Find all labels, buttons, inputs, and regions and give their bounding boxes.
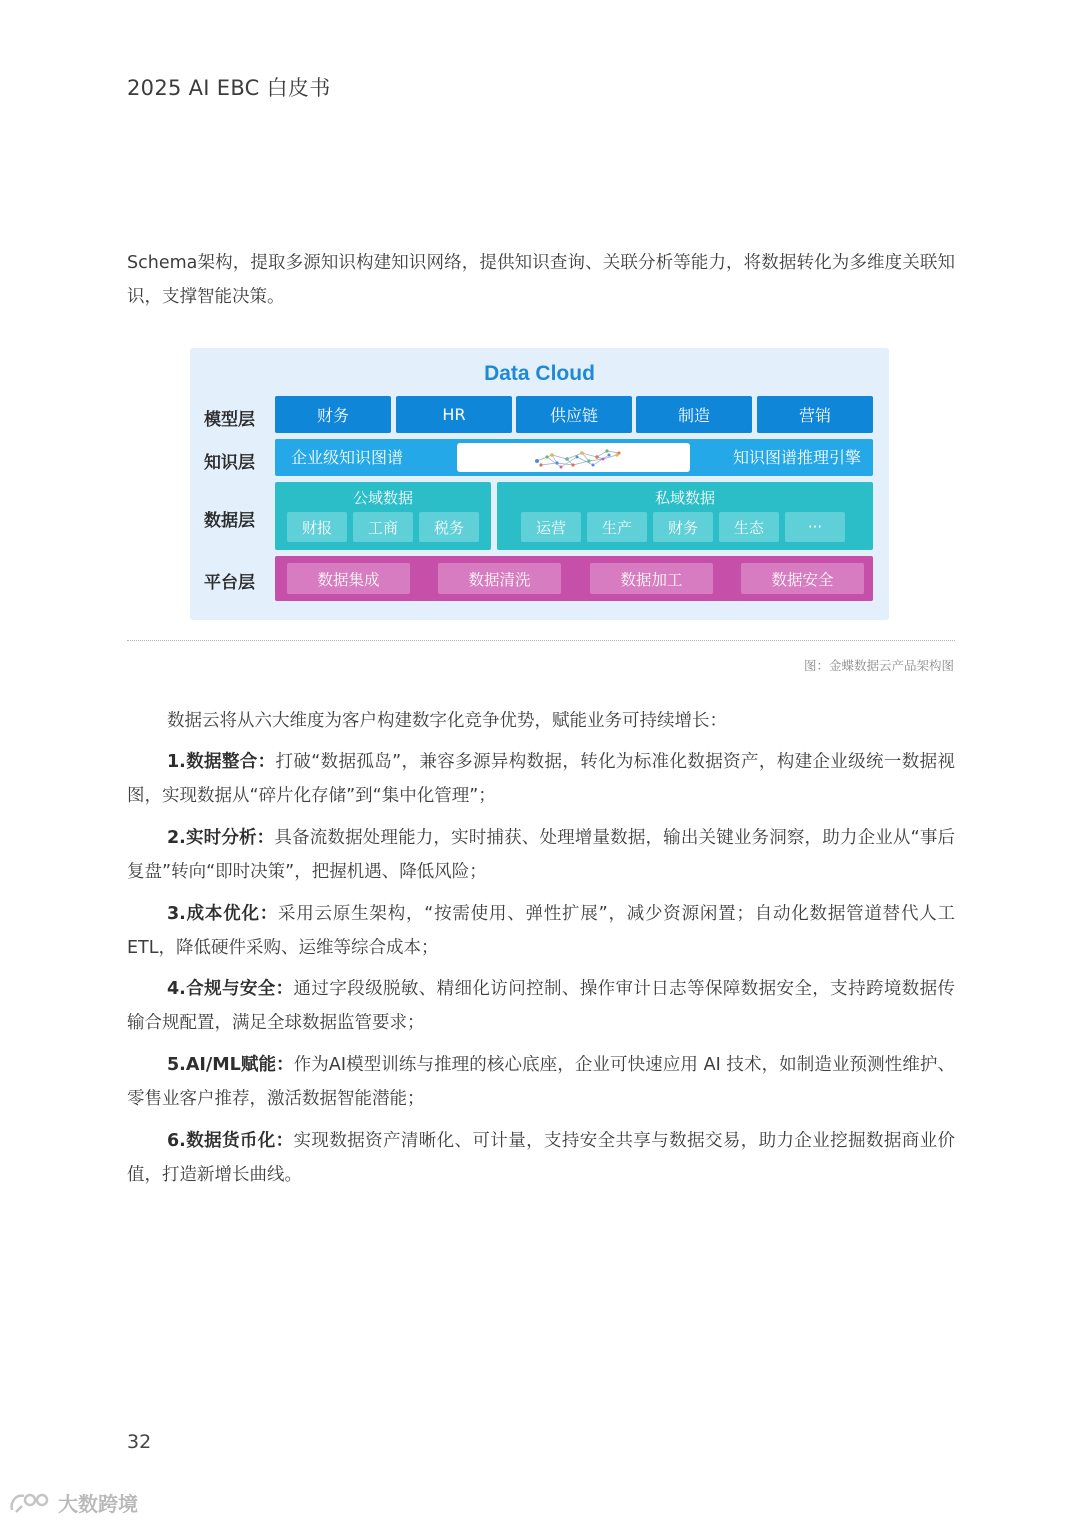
list-item xyxy=(127,972,955,1040)
public-data-item: 财报 xyxy=(287,512,347,542)
body-lead-paragraph: 数据云将从六大维度为客户构建数字化竞争优势，赋能业务可持续增长： xyxy=(167,711,727,731)
list-item xyxy=(127,897,955,965)
list-item-text: 实现数据资产清晰化、可计量，支持安全共享与数据交易，助力企业挖掘数据商业价值，打造新增长曲线。 xyxy=(127,1131,956,1185)
private-data-item: 财务 xyxy=(653,512,713,542)
list-item-title: 4.合规与安全： xyxy=(167,979,294,999)
list-item-text: 具备流数据处理能力，实时捕获、处理增量数据，输出关键业务洞察，助力企业从“事后复盘”转向“即时决策”，把握机遇、降低风险； xyxy=(127,828,955,882)
page-header-title: 2025 AI EBC 白皮书 xyxy=(127,76,331,100)
layer-label-platform: 平台层 xyxy=(204,573,255,593)
platform-item-security: 数据安全 xyxy=(741,563,864,594)
public-data-group xyxy=(275,482,491,550)
watermark-text: 大数跨境 xyxy=(58,1492,138,1516)
private-data-item: 生产 xyxy=(587,512,647,542)
private-data-group xyxy=(497,482,873,550)
public-data-item: 工商 xyxy=(353,512,413,542)
private-data-item: 运营 xyxy=(521,512,581,542)
figure-caption: 图：金蝶数据云产品架构图 xyxy=(803,658,954,673)
watermark-logo-icon xyxy=(8,1490,52,1516)
model-item-supply-chain: 供应链 xyxy=(516,396,632,433)
list-item-title: 1.数据整合： xyxy=(167,752,276,772)
list-item-title: 2.实时分析： xyxy=(167,828,275,848)
platform-layer-bar xyxy=(275,556,873,601)
public-data-item: 税务 xyxy=(419,512,479,542)
page-number: 32 xyxy=(127,1431,152,1453)
knowledge-graph-label: 企业级知识图谱 xyxy=(291,448,404,467)
private-data-item: ··· xyxy=(785,512,845,542)
list-item xyxy=(127,745,955,813)
layer-label-model: 模型层 xyxy=(204,410,255,430)
knowledge-engine-label: 知识图谱推理引擎 xyxy=(732,448,861,467)
list-item xyxy=(127,1124,955,1192)
knowledge-graph-image xyxy=(457,443,690,472)
graph-network-icon xyxy=(457,443,690,472)
list-item-title: 5.AI/ML赋能： xyxy=(167,1055,294,1075)
list-item-title: 3.成本优化： xyxy=(167,904,279,924)
layer-label-knowledge: 知识层 xyxy=(204,453,255,473)
private-data-item: 生态 xyxy=(719,512,779,542)
list-item-title: 6.数据货币化： xyxy=(167,1131,294,1151)
diagram-title: Data Cloud xyxy=(484,362,595,385)
layer-label-data: 数据层 xyxy=(204,511,255,531)
knowledge-layer-bar xyxy=(275,439,873,476)
caption-divider xyxy=(127,640,955,641)
list-item xyxy=(127,821,955,889)
model-item-finance: 财务 xyxy=(275,396,391,433)
watermark xyxy=(8,1488,138,1517)
intro-paragraph: Schema架构，提取多源知识构建知识网络，提供知识查询、关联分析等能力，将数据转化为多维度关联知识，支撑智能决策。 xyxy=(127,253,955,307)
data-cloud-diagram xyxy=(190,348,889,620)
model-item-manufacturing: 制造 xyxy=(636,396,752,433)
platform-item-integration: 数据集成 xyxy=(287,563,410,594)
list-item-text: 通过字段级脱敏、精细化访问控制、操作审计日志等保障数据安全，支持跨境数据传输合规配置，满足全球数据监管要求； xyxy=(127,979,956,1033)
platform-item-cleansing: 数据清洗 xyxy=(438,563,561,594)
list-item-text: 采用云原生架构，“按需使用、弹性扩展”，减少资源闲置；自动化数据管道替代人工 ETL，降低硬件采购、运维等综合成本； xyxy=(127,904,955,958)
private-data-title: 私域数据 xyxy=(654,489,715,507)
public-data-title: 公域数据 xyxy=(352,489,413,507)
list-item-text: 作为AI模型训练与推理的核心底座，企业可快速应用 AI 技术，如制造业预测性维护、零售业客户推荐，激活数据智能潜能； xyxy=(127,1055,956,1109)
platform-item-processing: 数据加工 xyxy=(590,563,713,594)
list-item-text: 打破“数据孤岛”，兼容多源异构数据，转化为标准化数据资产，构建企业级统一数据视图，实现数据从“碎片化存储”到“集中化管理”； xyxy=(127,752,955,806)
model-item-hr: HR xyxy=(396,396,512,433)
list-item xyxy=(127,1048,955,1116)
model-item-marketing: 营销 xyxy=(757,396,873,433)
